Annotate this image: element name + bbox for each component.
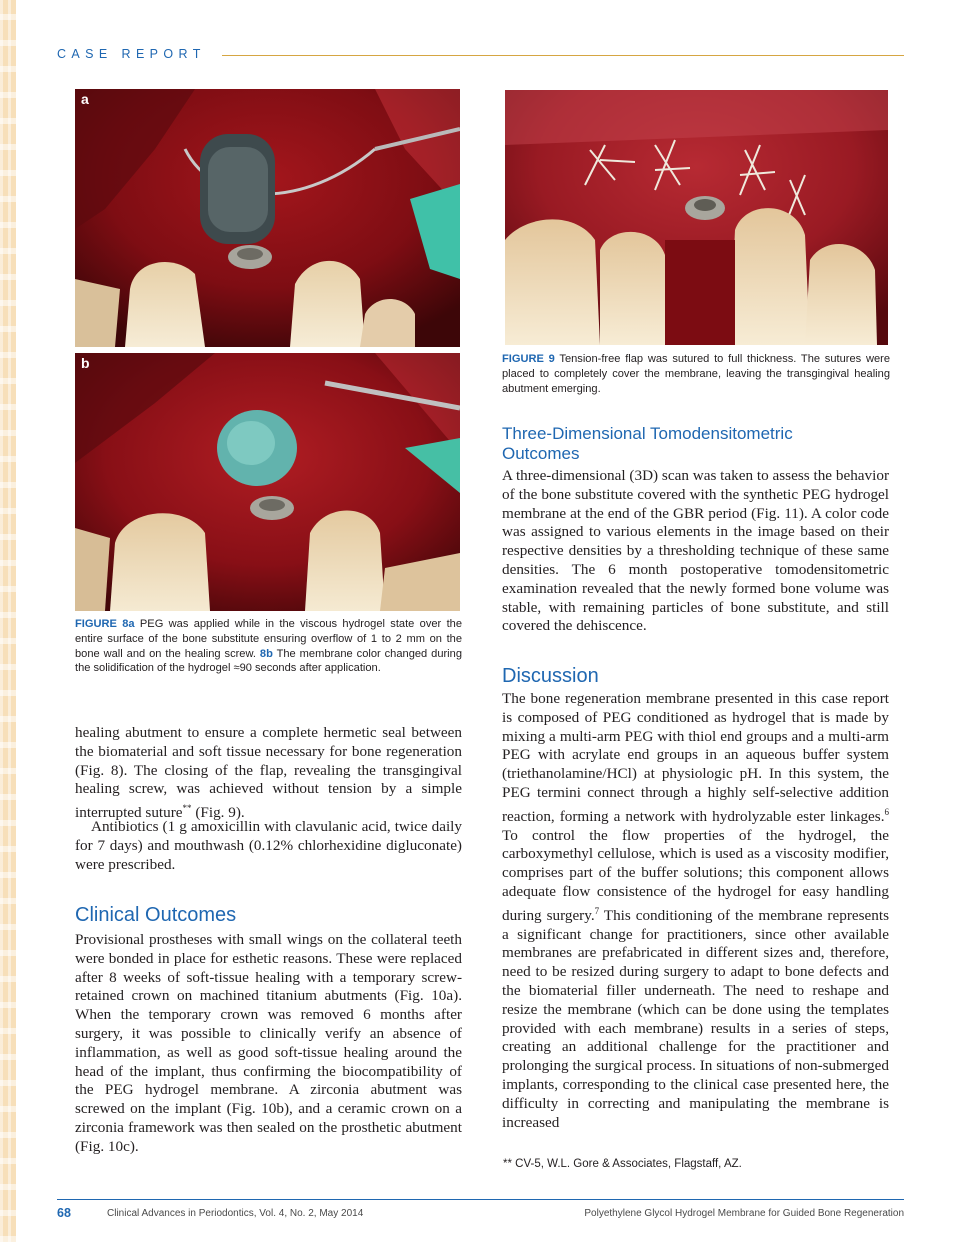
antibiotics-paragraph: Antibiotics (1 g amoxicillin with clavulanic acid, twice daily for 7 days) and mouthwash (0.12% chlorhexidine digluconate) were prescribed. — [75, 818, 462, 873]
figure-9-image — [505, 90, 888, 345]
figure-9-caption — [502, 352, 890, 396]
figure-8b-label: 8b — [259, 647, 273, 660]
reference-7: 7 — [594, 905, 600, 916]
figure-8a-photo — [75, 89, 460, 347]
figure-9-caption-text: Tension-free flap was sutured to full thickness. The sutures were placed to completely cover the membrane, leaving the transgingival healing abutment emerging. — [502, 353, 890, 395]
clinical-outcomes-paragraph: Provisional prostheses with small wings on the collateral teeth were bonded in place for esthetic reasons. These were replaced after 8 weeks of soft-tissue healing with a temporary screw-retained crown on machined titanium abutments (Fig. 10a). When the temporary crown was removed 6 months after surgery, it was possible to clinically verify an absence of inflammation, as well as good soft-tissue healing around the head of the implant, thus confirming the biocompatibility of the PEG hydrogel membrane. A zirconia abutment was screwed on the implant (Fig. 10b), and a ceramic crown on a zirconia framework was then sealed on the prosthetic abutment (Fig. 10c). — [75, 931, 462, 1155]
tomodensitometric-paragraph: A three-dimensional (3D) scan was taken to assess the behavior of the bone substitute covered with the synthetic PEG hydrogel membrane at the end of the GBR period (Fig. 11). A color code was assigned to various elements in the image based on their respective densities by a thresholding technique of these same densities. The 6 month postoperative tomodensitometric examination revealed that the newly formed bone volume was stable, with remaining particles of bone substitute, and still covered the dehiscence. — [502, 467, 889, 635]
figure-9-photo — [505, 90, 888, 345]
figure-8b-photo — [75, 353, 460, 611]
header-rule — [222, 55, 904, 56]
discussion-text-1: The bone regeneration membrane presented in this case report is composed of PEG conditioned as hydrogel that is made by mixing a multi-arm PEG with thiol end groups and a multi-arm PEG with acrylate end groups in an aqueous buffer system (triethanolamine/HCl) at physiologic pH. In this system, the PEG termini connect through a highly self-selective addition reaction, forming a network with hydrolyzable ester linkages. — [502, 690, 889, 825]
discussion-text-2: To control the flow properties of the hydrogel, the carboxymethyl cellulose, which is used as a viscosity modifier, comprises part of the buffer solutions; this component allows adequate flow consistence of the hydrogel for easy handling during surgery. — [502, 826, 889, 924]
footnote: ** CV-5, W.L. Gore & Associates, Flagstaff, AZ. — [503, 1158, 742, 1170]
figure-8a-label: FIGURE 8a — [75, 618, 135, 630]
figure-9-label: FIGURE 9 — [502, 353, 555, 365]
figure-8a-caption-text: PEG was applied while in the viscous hydrogel state over the entire surface of the bone substitute ensuring overflow of 1 to 2 mm on the bone wall and on the healing screw. — [75, 618, 462, 660]
discussion-text-3: This conditioning of the membrane represents a significant change for practitioners, since other available membranes are prefabricated in different sizes and, therefore, need to be resized during surgery to adapt to bone defects and the biomaterial filler underneath. The need to reshape and resize the membrane (which can be done using the templates provided with each membrane) results in a series of steps, creating an additional challenge for the practitioner and prolonging the surgical process. In situations of non-submerged implants, corresponding to the clinical case presented here, the difficulty in correcting and manipulating the membrane is increased — [502, 906, 889, 1131]
tomodensitometric-heading: Three-Dimensional Tomodensitometric Outcomes — [502, 424, 793, 463]
page-margin-pattern — [0, 0, 16, 1242]
panel-label-b: b — [81, 355, 90, 371]
figure-8b-image — [75, 353, 460, 611]
running-article-title: Polyethylene Glycol Hydrogel Membrane for Guided Bone Regeneration — [584, 1208, 904, 1219]
figure-8-caption — [75, 617, 462, 676]
footnote-marker: ** — [182, 803, 192, 814]
journal-citation: Clinical Advances in Periodontics, Vol. 4, No. 2, May 2014 — [107, 1208, 364, 1219]
continuation-tail: (Fig. 9). — [191, 804, 245, 822]
footer-rule — [57, 1199, 904, 1200]
figure-8b-caption-text: The membrane color changed during the solidification of the hydrogel ≈90 seconds after application. — [75, 647, 462, 675]
discussion-heading: Discussion — [502, 665, 599, 687]
clinical-outcomes-heading: Clinical Outcomes — [75, 904, 237, 926]
page-number: 68 — [57, 1206, 71, 1220]
reference-6: 6 — [884, 806, 889, 817]
panel-label-a: a — [81, 91, 89, 107]
running-head: CASE REPORT — [57, 47, 206, 61]
figure-8a-image — [75, 89, 460, 347]
continuation-text: healing abutment to ensure a complete hermetic seal between the biomaterial and soft tissue necessary for bone regeneration (Fig. 8). The closing of the flap, revealing the transgingival healing screw, was achieved without tension by a simple interrupted suture — [75, 724, 462, 822]
continuation-paragraph — [75, 724, 462, 823]
discussion-paragraph — [502, 690, 889, 1132]
